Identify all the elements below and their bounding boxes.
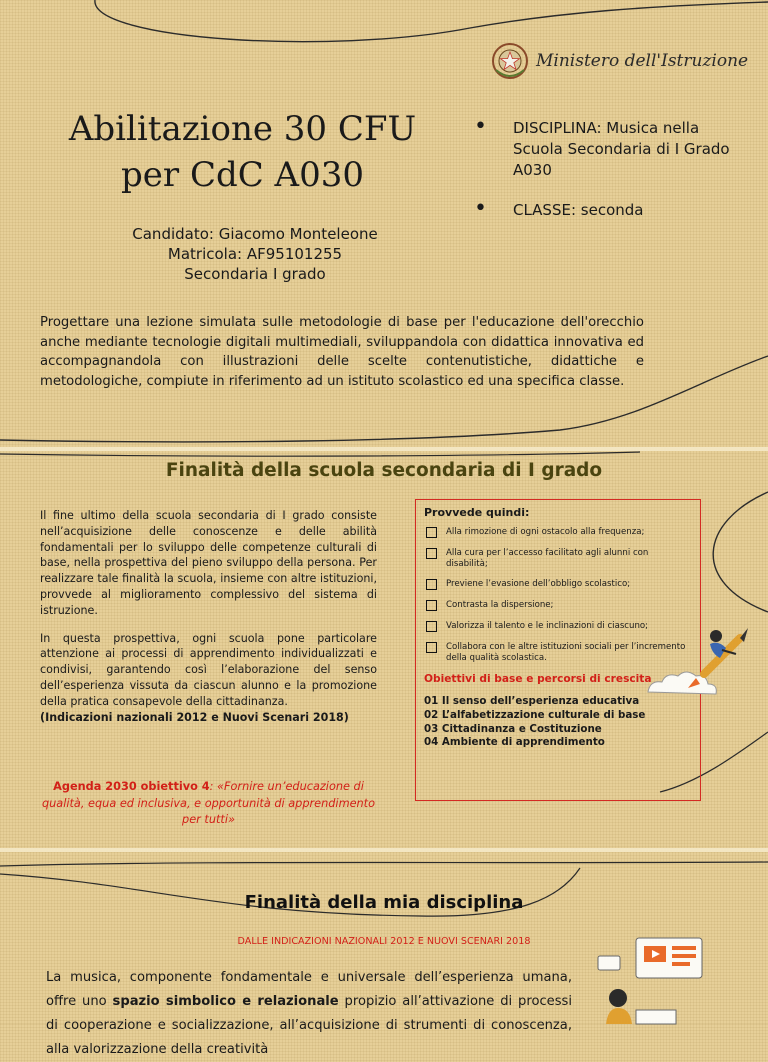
ministry-name: Ministero dell'Istruzione — [536, 51, 749, 71]
bullet-dot-icon: • — [474, 196, 487, 221]
finalita-text — [40, 508, 377, 725]
checkbox-icon — [426, 642, 437, 653]
rocket-pencil-illustration-icon — [644, 618, 754, 698]
checkbox-icon — [426, 548, 437, 559]
reference: (Indicazioni nazionali 2012 e Nuovi Scenari 2018) — [40, 710, 349, 724]
ministry-header — [490, 40, 748, 82]
main-title — [50, 106, 435, 198]
item-text: Alla cura per l’accesso facilitato agli alunni con disabilità; — [446, 548, 649, 569]
list-item — [424, 548, 692, 570]
section-subtitle: DALLE INDICAZIONI NAZIONALI 2012 E NUOVI SCENARI 2018 — [237, 936, 531, 947]
checkbox-icon — [426, 600, 437, 611]
objective-item: 04 Ambiente di apprendimento — [424, 736, 605, 749]
agenda-quote — [40, 779, 377, 829]
box-title: Provvede quindi: — [424, 506, 530, 519]
school-level: Secondaria I grado — [184, 265, 326, 283]
title-line-2: per CdC A030 — [121, 155, 364, 195]
paragraph: In questa prospettiva, ogni scuola pone particolare attenzione ai processi di apprendimento individualizzati e condivisi, garantendo così l’elaborazione del senso dell’esperienza vissuta da ciascun alunno e la promozione della pratica consapevole della cittadinanza. — [40, 631, 377, 708]
checkbox-icon — [426, 621, 437, 632]
paragraph: Il fine ultimo della scuola secondaria di I grado consiste nell’acquisizione delle conoscenze e delle abilità fondamentali per lo sviluppo delle competenze culturali di base, nella prospettiva del pieno sviluppo della persona. Per realizzare tale finalità la scuola, insieme con altre istituzioni, provvede al miglioramento complessivo del sistema di istruzione. — [40, 509, 377, 617]
candidate-info — [60, 224, 450, 284]
disciplina-paragraph — [46, 966, 572, 1062]
title-line-1: Abilitazione 30 CFU — [68, 109, 417, 149]
agenda-label: Agenda 2030 obiettivo 4 — [53, 780, 210, 793]
item-text: Valorizza il talento e le inclinazioni di ciascuno; — [446, 621, 649, 631]
agenda-text: : «Fornire un’educazione di qualità, equa ed inclusiva, e opportunità di apprendimento per tutti» — [41, 780, 376, 826]
bullet-text: CLASSE: seconda — [513, 201, 644, 219]
slide-divider — [0, 447, 768, 451]
objective-item: 03 Cittadinanza e Costituzione — [424, 722, 602, 735]
matricola: Matricola: AF95101255 — [167, 245, 343, 263]
text-segment: La musica, componente fondamentale e universale dell’esperienza umana, offre uno — [46, 970, 572, 1009]
objective-item: 02 L’alfabetizzazione culturale di base — [424, 708, 646, 721]
classroom-illustration-icon — [594, 936, 704, 1024]
checkbox-icon — [426, 527, 437, 538]
disciplina-slide — [0, 858, 768, 1057]
text-bold-segment: spazio simbolico e relazionale — [112, 994, 339, 1009]
section-title: Finalità della scuola secondaria di I grado — [165, 460, 603, 481]
emblem-icon — [490, 40, 530, 82]
text-segment: propizio all’attivazione di processi di cooperazione e socializzazione, all’acquisizione di strumenti di conoscenza, alla valorizzazione della creatività — [46, 994, 572, 1057]
list-item — [424, 527, 692, 539]
item-text: Contrasta la dispersione; — [446, 600, 554, 610]
info-bullets — [474, 114, 744, 221]
bullet-text: DISCIPLINA: Musica nella Scuola Secondaria di I Grado A030 — [513, 119, 730, 179]
item-text: Previene l’evasione dell’obbligo scolastico; — [446, 579, 631, 589]
checkbox-icon — [426, 579, 437, 590]
intro-paragraph: Progettare una lezione simulata sulle metodologie di base per l'educazione dell'orecchio anche mediante tecnologie digitali multimediali, sviluppandola con didattica innovativa ed accompagnandola con illustrazioni delle scelte contenutistiche, didattiche e metodologiche, compiute in riferimento ad un istituto scolastico ed una specifica classe. — [40, 315, 644, 389]
section-title: Finalità della mia disciplina — [244, 892, 524, 913]
objectives-title: Obiettivi di base e percorsi di crescita — [424, 673, 652, 685]
list-item — [424, 600, 692, 612]
candidate-name: Candidato: Giacomo Monteleone — [132, 225, 378, 243]
item-text: Alla rimozione di ogni ostacolo alla frequenza; — [446, 527, 645, 537]
list-item — [424, 579, 692, 591]
bullet-disciplina — [474, 114, 744, 181]
objectives-list — [424, 695, 692, 750]
objective-item: 01 Il senso dell’esperienza educativa — [424, 695, 640, 707]
title-slide — [0, 0, 768, 447]
bullet-dot-icon: • — [474, 114, 487, 139]
item-text: Collabora con le altre istituzioni sociali per l’incremento della qualità scolastica. — [446, 642, 686, 663]
slide-divider — [0, 848, 768, 852]
bullet-classe — [474, 196, 744, 221]
finalita-slide — [0, 452, 768, 848]
